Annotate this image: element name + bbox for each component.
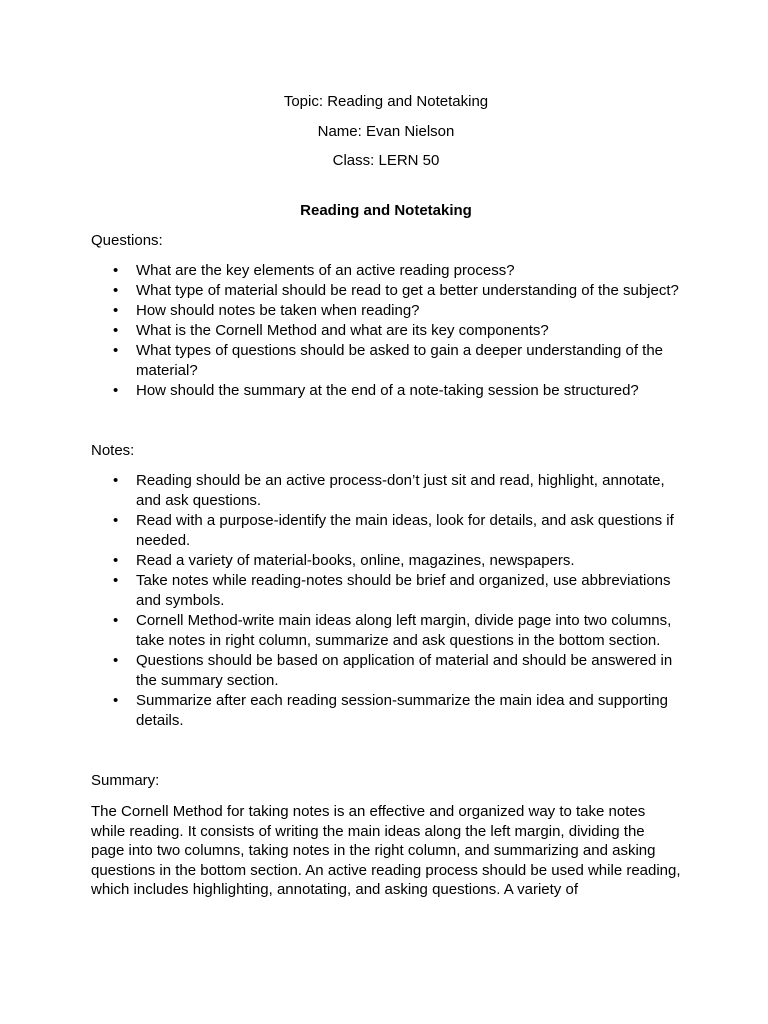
list-item-text: Read a variety of material-books, online, magazines, newspapers. (136, 552, 575, 569)
questions-list (91, 261, 681, 401)
list-item (91, 471, 681, 511)
list-item-text: How should notes be taken when reading? (136, 302, 420, 319)
list-item (91, 651, 681, 691)
notes-list (91, 471, 681, 731)
bullet-icon: • (113, 652, 119, 669)
list-item (91, 551, 681, 571)
bullet-icon: • (113, 572, 119, 589)
list-item (91, 571, 681, 611)
list-item-text: What is the Cornell Method and what are its key components? (136, 322, 549, 339)
bullet-icon: • (113, 302, 119, 319)
bullet-icon: • (113, 692, 119, 709)
list-item-text: Cornell Method-write main ideas along left margin, divide page into two columns, take notes in right column, summarize and ask questions in the bottom section. (136, 612, 672, 649)
bullet-icon: • (113, 612, 119, 629)
topic-line: Topic: Reading and Notetaking (283, 93, 489, 110)
list-item-text: What are the key elements of an active reading process? (136, 262, 515, 279)
bullet-icon: • (113, 472, 119, 489)
document-page (91, 92, 681, 900)
list-item (91, 511, 681, 551)
list-item-text: Reading should be an active process-don’t just sit and read, highlight, annotate, and ask questions. (136, 472, 665, 509)
list-item-text: Take notes while reading-notes should be brief and organized, use abbreviations and symbols. (136, 572, 671, 609)
class-line: Class: LERN 50 (332, 152, 440, 169)
list-item (91, 321, 681, 341)
list-item-text: Read with a purpose-identify the main ideas, look for details, and ask questions if needed. (136, 512, 674, 549)
list-item (91, 691, 681, 731)
list-item-text: Questions should be based on application of material and should be answered in the summary section. (136, 652, 673, 689)
list-item (91, 281, 681, 301)
bullet-icon: • (113, 282, 119, 299)
list-item-text: What type of material should be read to get a better understanding of the subject? (136, 282, 679, 299)
bullet-icon: • (113, 322, 119, 339)
bullet-icon: • (113, 342, 119, 359)
bullet-icon: • (113, 552, 119, 569)
bullet-icon: • (113, 382, 119, 399)
bullet-icon: • (113, 512, 119, 529)
list-item-text: What types of questions should be asked to gain a deeper understanding of the material? (136, 342, 664, 379)
list-item (91, 381, 681, 401)
bullet-icon: • (113, 262, 119, 279)
list-item-text: How should the summary at the end of a note-taking session be structured? (136, 382, 639, 399)
summary-paragraph: The Cornell Method for taking notes is an effective and organized way to take notes while reading. It consists of writing the main ideas along the left margin, dividing the page into two columns, taking notes in the right column, and summarizing and asking questions in the bottom section. An active reading process should be used while reading, which includes highlighting, annotating, and asking questions. A variety of (91, 803, 681, 898)
list-item (91, 341, 681, 381)
notes-label: Notes: (91, 442, 135, 459)
name-line: Name: Evan Nielson (317, 122, 455, 140)
list-item-text: Summarize after each reading session-summarize the main idea and supporting details. (136, 692, 668, 729)
list-item (91, 611, 681, 651)
list-item (91, 301, 681, 321)
summary-label: Summary: (91, 772, 160, 789)
document-title: Reading and Notetaking (300, 202, 472, 219)
questions-label: Questions: (91, 232, 163, 249)
list-item (91, 261, 681, 281)
